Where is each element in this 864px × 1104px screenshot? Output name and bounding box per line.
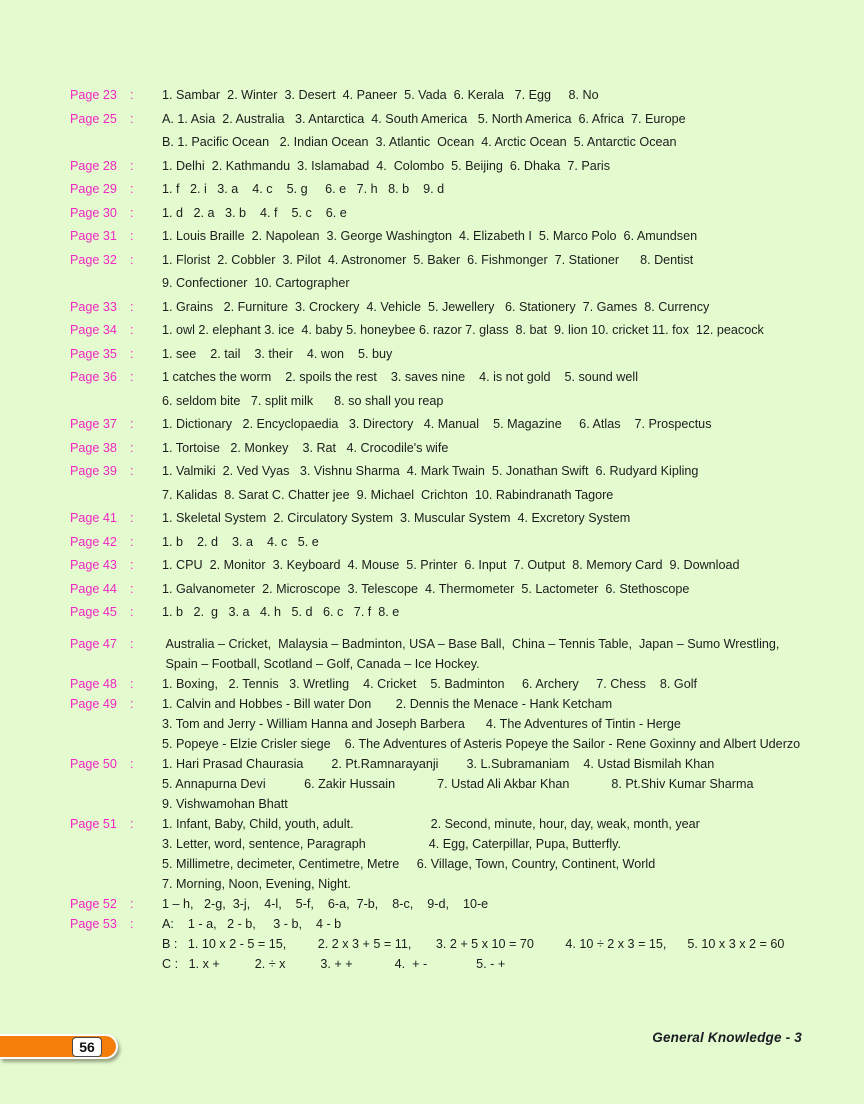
label-colon: :: [130, 111, 134, 126]
answer-line: 1. Sambar 2. Winter 3. Desert 4. Paneer 5. Vada 6. Kerala 7. Egg 8. No: [162, 88, 599, 102]
answer-row: [70, 366, 836, 413]
answer-row: [70, 894, 836, 914]
page-label: Page 48: [70, 676, 117, 691]
answer-line: 1. Galvanometer 2. Microscope 3. Telescope 4. Thermometer 5. Lactometer 6. Stethoscope: [162, 581, 690, 596]
page-label: Page 23: [70, 88, 117, 102]
page-label: Page 33: [70, 299, 117, 314]
answer-row: [70, 507, 836, 531]
page-label: Page 34: [70, 323, 117, 337]
answer-line: 1. Dictionary 2. Encyclopaedia 3. Directory 4. Manual 5. Magazine 6. Atlas 7. Prospectus: [162, 417, 712, 431]
page-label: Page 39: [70, 464, 117, 478]
answer-lines: [162, 413, 836, 437]
page-label: Page 37: [70, 417, 117, 431]
answer-lines: [162, 914, 836, 974]
label-colon: :: [130, 323, 134, 337]
answer-row: [70, 343, 836, 367]
answer-row: [70, 914, 836, 974]
label-colon: :: [130, 299, 134, 314]
answer-row: [70, 601, 836, 625]
label-colon: :: [130, 696, 134, 711]
answer-lines: [162, 366, 836, 413]
page-label: Page 45: [70, 605, 117, 619]
answer-line: 5. Millimetre, decimeter, Centimetre, Metre 6. Village, Town, Country, Continent, World: [162, 856, 656, 871]
page-label: Page 42: [70, 534, 117, 549]
page-label: Page 53: [70, 916, 117, 931]
answer-lines: [162, 108, 836, 155]
answer-row: [70, 460, 836, 507]
answer-lines: [162, 507, 836, 531]
page-label: Page 52: [70, 896, 117, 911]
page-label: Page 47: [70, 636, 117, 651]
label-colon: :: [130, 370, 134, 384]
answer-lines: [162, 634, 836, 674]
page-label: Page 51: [70, 816, 117, 831]
page-label: Page 30: [70, 205, 117, 220]
answer-line: 1. Louis Braille 2. Napolean 3. George Washington 4. Elizabeth I 5. Marco Polo 6. Amundsen: [162, 229, 698, 243]
answer-line: 9. Confectioner 10. Cartographer: [162, 276, 350, 290]
answer-lines: [162, 296, 836, 320]
page-label: Page 41: [70, 511, 117, 525]
answer-line: 1. Hari Prasad Chaurasia 2. Pt.Ramnarayanji 3. L.Subramaniam 4. Ustad Bismilah Khan: [162, 756, 715, 771]
answer-lines: [162, 437, 836, 461]
answer-line: 1. b 2. g 3. a 4. h 5. d 6. c 7. f 8. e: [162, 605, 400, 619]
answer-row: [70, 531, 836, 555]
label-colon: :: [130, 252, 134, 267]
answer-row: [70, 674, 836, 694]
answer-line: 3. Letter, word, sentence, Paragraph 4. Egg, Caterpillar, Pupa, Butterfly.: [162, 836, 621, 851]
answer-lines: [162, 578, 836, 602]
answer-line: 1. Tortoise 2. Monkey 3. Rat 4. Crocodile's wife: [162, 440, 449, 455]
answer-line: 1. Florist 2. Cobbler 3. Pilot 4. Astronomer 5. Baker 6. Fishmonger 7. Stationer 8. Dentist: [162, 252, 694, 267]
answer-row: [70, 225, 836, 249]
label-colon: :: [130, 417, 134, 431]
label-colon: :: [130, 534, 134, 549]
answer-line: 1. Skeletal System 2. Circulatory System 3. Muscular System 4. Excretory System: [162, 511, 631, 525]
answer-row: [70, 249, 836, 296]
label-colon: :: [130, 916, 134, 931]
answer-line: 1. CPU 2. Monitor 3. Keyboard 4. Mouse 5. Printer 6. Input 7. Output 8. Memory Card 9. Download: [162, 558, 740, 572]
answer-lines: [162, 531, 836, 555]
answer-row: [70, 578, 836, 602]
answer-lines: [162, 554, 836, 578]
answer-row: [70, 754, 836, 814]
answer-line: 1 catches the worm 2. spoils the rest 3. saves nine 4. is not gold 5. sound well: [162, 370, 639, 384]
answer-row: [70, 319, 836, 343]
label-colon: :: [130, 205, 134, 220]
answer-line: B : 1. 10 x 2 - 5 = 15, 2. 2 x 3 + 5 = 11, 3. 2 + 5 x 10 = 70 4. 10 ÷ 2 x 3 = 15, 5. 10 x 3 x 2 = 60: [162, 936, 785, 951]
answer-line: 1 – h, 2-g, 3-j, 4-l, 5-f, 6-a, 7-b, 8-c, 9-d, 10-e: [162, 896, 489, 911]
answer-lines: [162, 84, 836, 108]
page-label: Page 25: [70, 111, 117, 126]
page-number: 56: [72, 1037, 102, 1057]
answer-line: 1. see 2. tail 3. their 4. won 5. buy: [162, 346, 393, 361]
label-colon: :: [130, 88, 134, 102]
answer-line: 6. seldom bite 7. split milk 8. so shall you reap: [162, 393, 444, 408]
answer-line: Spain – Football, Scotland – Golf, Canada – Ice Hockey.: [162, 656, 480, 671]
answer-line: A. 1. Asia 2. Australia 3. Antarctica 4. South America 5. North America 6. Africa 7. Europe: [162, 111, 686, 126]
label-colon: :: [130, 896, 134, 911]
answer-line: 1. owl 2. elephant 3. ice 4. baby 5. honeybee 6. razor 7. glass 8. bat 9. lion 10. cricket 11. fox 12. peacock: [162, 323, 764, 337]
answer-lines: [162, 343, 836, 367]
answer-line: 1. Infant, Baby, Child, youth, adult. 2. Second, minute, hour, day, weak, month, year: [162, 816, 700, 831]
label-colon: :: [130, 511, 134, 525]
answer-row: [70, 296, 836, 320]
answer-lines: [162, 674, 836, 694]
answer-row: [70, 84, 836, 108]
answer-line: 1. Delhi 2. Kathmandu 3. Islamabad 4. Colombo 5. Beijing 6. Dhaka 7. Paris: [162, 158, 611, 173]
label-colon: :: [130, 464, 134, 478]
page-number-tab: [0, 1034, 118, 1059]
answer-lines: [162, 249, 836, 296]
answer-line: 3. Tom and Jerry - William Hanna and Joseph Barbera 4. The Adventures of Tintin - Herge: [162, 716, 681, 731]
answer-line: 1. Boxing, 2. Tennis 3. Wretling 4. Cricket 5. Badminton 6. Archery 7. Chess 8. Golf: [162, 676, 698, 691]
answer-line: C : 1. x + 2. ÷ x 3. + + 4. + - 5. - +: [162, 956, 506, 971]
page-label: Page 44: [70, 581, 117, 596]
answer-row: [70, 694, 836, 754]
answer-row: [70, 155, 836, 179]
label-colon: :: [130, 756, 134, 771]
answer-lines: [162, 754, 836, 814]
label-colon: :: [130, 158, 134, 173]
answer-line: Australia – Cricket, Malaysia – Badminton, USA – Base Ball, China – Tennis Table, Japan – Sumo Wrestling,: [162, 636, 780, 651]
answer-row: [70, 554, 836, 578]
page-label: Page 28: [70, 158, 117, 173]
answer-lines: [162, 178, 836, 202]
page-label: Page 50: [70, 756, 117, 771]
page-label: Page 43: [70, 558, 117, 572]
answer-lines: [162, 814, 836, 894]
page-label: Page 36: [70, 370, 117, 384]
label-colon: :: [130, 605, 134, 619]
answer-line: 5. Popeye - Elzie Crisler siege 6. The Adventures of Asteris Popeye the Sailor - Rene Goxinny and Albert Uderzo: [162, 736, 801, 751]
answer-list: [70, 84, 836, 974]
answer-row: [70, 634, 836, 674]
answer-lines: [162, 601, 836, 625]
label-colon: :: [130, 581, 134, 596]
answer-lines: [162, 460, 836, 507]
answer-line: 1. d 2. a 3. b 4. f 5. c 6. e: [162, 205, 347, 220]
label-colon: :: [130, 440, 134, 455]
answer-line: 1. f 2. i 3. a 4. c 5. g 6. e 7. h 8. b 9. d: [162, 182, 445, 196]
answer-row: [70, 413, 836, 437]
label-colon: :: [130, 182, 134, 196]
label-colon: :: [130, 558, 134, 572]
answer-line: 1. Grains 2. Furniture 3. Crockery 4. Vehicle 5. Jewellery 6. Stationery 7. Games 8. Currency: [162, 299, 710, 314]
answer-line: B. 1. Pacific Ocean 2. Indian Ocean 3. Atlantic Ocean 4. Arctic Ocean 5. Antarctic Ocean: [162, 135, 677, 149]
label-colon: :: [130, 346, 134, 361]
answer-lines: [162, 894, 836, 914]
page-label: Page 32: [70, 252, 117, 267]
book-title: General Knowledge - 3: [652, 1030, 802, 1045]
answer-line: 9. Vishwamohan Bhatt: [162, 796, 288, 811]
page-label: Page 31: [70, 229, 117, 243]
answer-row: [70, 108, 836, 155]
answer-line: 7. Morning, Noon, Evening, Night.: [162, 876, 352, 891]
answer-line: 1. b 2. d 3. a 4. c 5. e: [162, 534, 319, 549]
answer-line: 1. Calvin and Hobbes - Bill water Don 2. Dennis the Menace - Hank Ketcham: [162, 696, 613, 711]
answer-line: 1. Valmiki 2. Ved Vyas 3. Vishnu Sharma 4. Mark Twain 5. Jonathan Swift 6. Rudyard Kipling: [162, 464, 699, 478]
label-colon: :: [130, 816, 134, 831]
answer-lines: [162, 319, 836, 343]
answer-lines: [162, 202, 836, 226]
answer-line: A: 1 - a, 2 - b, 3 - b, 4 - b: [162, 916, 342, 931]
answer-lines: [162, 155, 836, 179]
page-label: Page 35: [70, 346, 117, 361]
page-label: Page 29: [70, 182, 117, 196]
answer-row: [70, 178, 836, 202]
label-colon: :: [130, 229, 134, 243]
answer-line: 5. Annapurna Devi 6. Zakir Hussain 7. Ustad Ali Akbar Khan 8. Pt.Shiv Kumar Sharma: [162, 776, 754, 791]
answer-lines: [162, 225, 836, 249]
answer-line: 7. Kalidas 8. Sarat C. Chatter jee 9. Michael Crichton 10. Rabindranath Tagore: [162, 487, 614, 502]
answer-row: [70, 814, 836, 894]
answer-row: [70, 437, 836, 461]
answer-lines: [162, 694, 836, 754]
page-label: Page 38: [70, 440, 117, 455]
page-label: Page 49: [70, 696, 117, 711]
label-colon: :: [130, 676, 134, 691]
label-colon: :: [130, 636, 134, 651]
answer-row: [70, 202, 836, 226]
